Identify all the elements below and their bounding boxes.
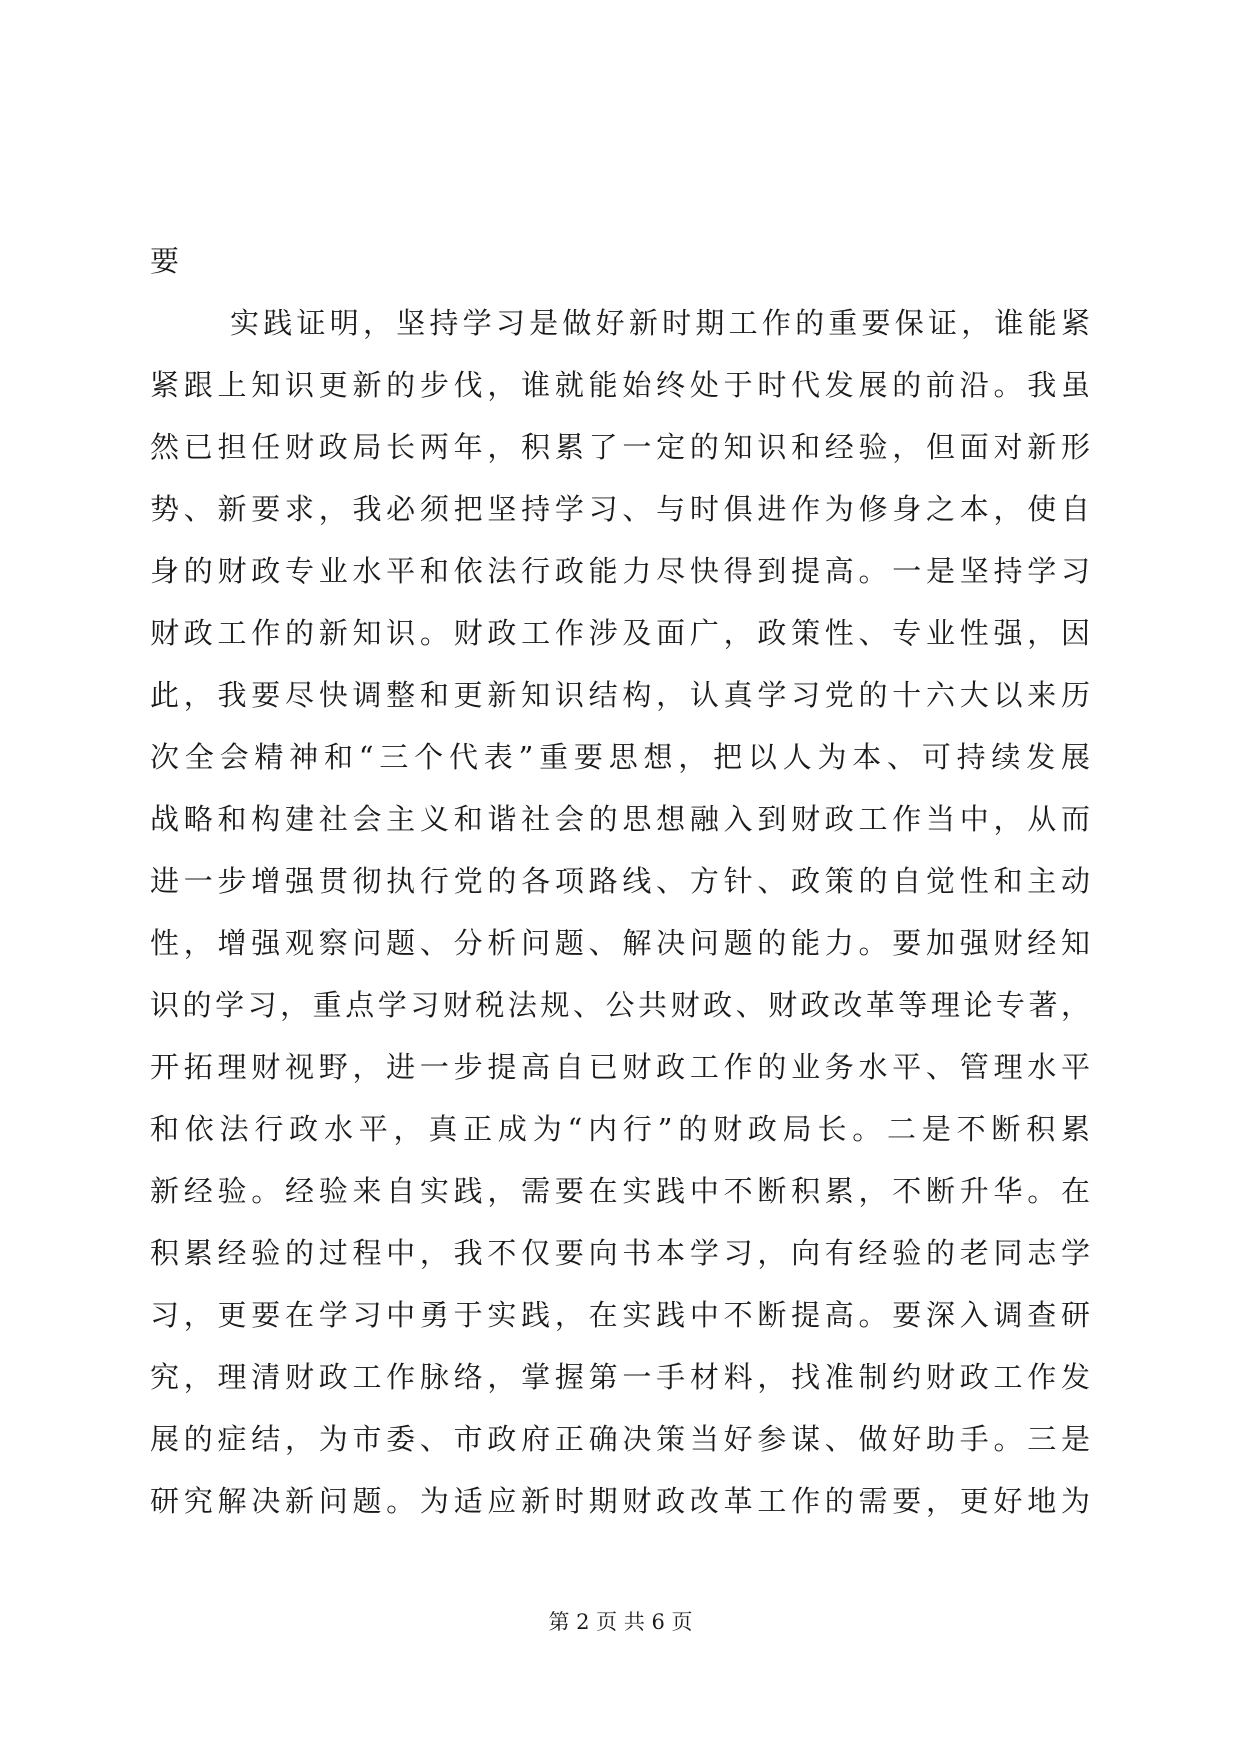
text-line: 究，理清财政工作脉络，掌握第一手材料，找准制约财政工作发: [150, 1360, 1090, 1394]
text-line: 研究解决新问题。为适应新时期财政改革工作的需要，更好地为: [150, 1484, 1090, 1518]
text-line: 此，我要尽快调整和更新知识结构，认真学习党的十六大以来历: [150, 678, 1090, 712]
text-line: 性，增强观察问题、分析问题、解决问题的能力。要加强财经知: [150, 926, 1090, 960]
text-line: 开拓理财视野，进一步提高自已财政工作的业务水平、管理水平: [150, 1050, 1090, 1084]
page-number-footer: 第 2 页 共 6 页: [548, 1610, 693, 1634]
paragraph-first-line: 实践证明，坚持学习是做好新时期工作的重要保证，谁能紧: [230, 306, 1090, 340]
text-line: 战略和构建社会主义和谐社会的思想融入到财政工作当中，从而: [150, 802, 1090, 836]
text-line: 识的学习，重点学习财税法规、公共财政、财政改革等理论专著，: [150, 988, 1090, 1022]
text-line: 身的财政专业水平和依法行政能力尽快得到提高。一是坚持学习: [150, 554, 1090, 588]
body-text: [150, 230, 1090, 1532]
text-line: 紧跟上知识更新的步伐，谁就能始终处于时代发展的前沿。我虽: [150, 368, 1090, 402]
text-line: 和依法行政水平，真正成为“内行”的财政局长。二是不断积累: [150, 1112, 1090, 1146]
text-line: 财政工作的新知识。财政工作涉及面广，政策性、专业性强，因: [150, 616, 1090, 650]
text-line: 然已担任财政局长两年，积累了一定的知识和经验，但面对新形: [150, 430, 1090, 464]
text-line: 积累经验的过程中，我不仅要向书本学习，向有经验的老同志学: [150, 1236, 1090, 1270]
text-line: 次全会精神和“三个代表”重要思想，把以人为本、可持续发展: [150, 740, 1090, 774]
text-line: 势、新要求，我必须把坚持学习、与时俱进作为修身之本，使自: [150, 492, 1090, 526]
text-line-continuation: 要: [150, 244, 180, 278]
text-line: 习，更要在学习中勇于实践，在实践中不断提高。要深入调查研: [150, 1298, 1090, 1332]
text-line: 新经验。经验来自实践，需要在实践中不断积累，不断升华。在: [150, 1174, 1090, 1208]
text-line: 进一步增强贯彻执行党的各项路线、方针、政策的自觉性和主动: [150, 864, 1090, 898]
text-line: 展的症结，为市委、市政府正确决策当好参谋、做好助手。三是: [150, 1422, 1090, 1456]
